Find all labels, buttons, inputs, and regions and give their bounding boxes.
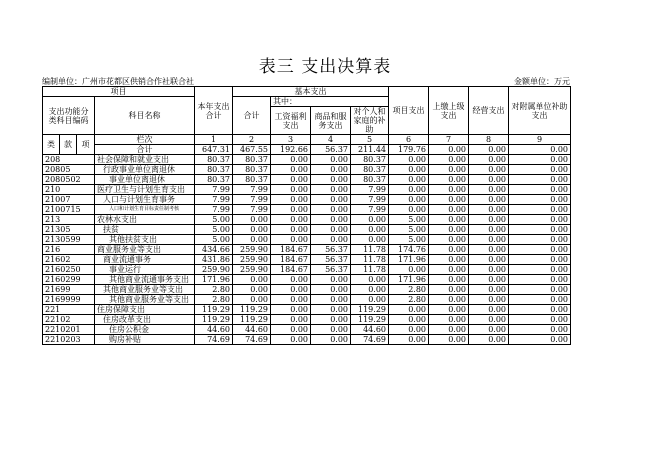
row-value: 0.00 (469, 265, 509, 275)
row-value: 0.00 (429, 325, 469, 335)
row-value: 0.00 (509, 225, 571, 235)
row-name: 住房改革支出 (95, 315, 195, 325)
row-value: 119.29 (351, 305, 389, 315)
row-value: 0.00 (429, 305, 469, 315)
row-name: 住房保障支出 (95, 305, 195, 315)
row-value: 259.90 (233, 255, 271, 265)
row-name: 行政事业单位离退休 (95, 165, 195, 175)
row-value: 0.00 (469, 315, 509, 325)
row-value: 80.37 (195, 175, 233, 185)
row-value: 431.86 (195, 255, 233, 265)
row-code: 20805 (43, 165, 95, 175)
total-value: 211.44 (351, 145, 389, 155)
row-value: 7.99 (233, 195, 271, 205)
row-value: 259.90 (195, 265, 233, 275)
col-num: 8 (469, 135, 509, 145)
row-value: 0.00 (311, 275, 351, 285)
row-value: 0.00 (311, 335, 351, 345)
row-value: 184.67 (271, 265, 311, 275)
table-row (43, 195, 571, 205)
row-value: 0.00 (351, 295, 389, 305)
header-goods: 商品和服务支出 (311, 107, 351, 135)
row-value: 0.00 (271, 175, 311, 185)
row-code: 208 (43, 155, 95, 165)
row-value: 80.37 (195, 165, 233, 175)
row-value: 0.00 (311, 175, 351, 185)
row-value: 0.00 (469, 185, 509, 195)
row-value: 0.00 (509, 285, 571, 295)
row-value: 0.00 (389, 325, 429, 335)
row-value: 119.29 (195, 305, 233, 315)
row-name: 其他扶贫支出 (95, 235, 195, 245)
row-value: 0.00 (271, 215, 311, 225)
row-value: 0.00 (311, 285, 351, 295)
row-name: 住房公积金 (95, 325, 195, 335)
row-name: 商业服务业等支出 (95, 245, 195, 255)
header-basic: 基本支出 (233, 87, 389, 97)
row-value: 0.00 (271, 205, 311, 215)
row-value: 119.29 (195, 315, 233, 325)
row-value: 0.00 (509, 175, 571, 185)
row-code: 213 (43, 215, 95, 225)
row-value: 0.00 (311, 215, 351, 225)
row-value: 0.00 (311, 205, 351, 215)
row-value: 11.78 (351, 255, 389, 265)
col-num: 4 (311, 135, 351, 145)
row-value: 80.37 (351, 155, 389, 165)
header-annual-total: 本年支出合计 (195, 87, 233, 135)
row-value: 0.00 (271, 155, 311, 165)
row-value: 184.67 (271, 255, 311, 265)
header-xiang: 项 (77, 135, 95, 155)
row-value: 5.00 (389, 215, 429, 225)
row-value: 0.00 (271, 235, 311, 245)
row-code: 21007 (43, 195, 95, 205)
row-value: 0.00 (469, 325, 509, 335)
header-affiliate: 对附属单位补助支出 (509, 87, 571, 135)
row-value: 0.00 (469, 295, 509, 305)
row-name: 事业单位离退休 (95, 175, 195, 185)
row-value: 0.00 (389, 175, 429, 185)
table-row (43, 315, 571, 325)
total-value: 467.55 (233, 145, 271, 155)
row-value: 0.00 (271, 325, 311, 335)
row-value: 44.60 (351, 325, 389, 335)
row-value: 80.37 (233, 165, 271, 175)
table-row (43, 225, 571, 235)
row-value: 74.69 (351, 335, 389, 345)
col-num: 2 (233, 135, 271, 145)
row-value: 7.99 (195, 205, 233, 215)
row-value: 0.00 (429, 285, 469, 295)
row-value: 0.00 (389, 205, 429, 215)
header-subject-name: 科目名称 (95, 97, 195, 135)
table-row (43, 205, 571, 215)
row-name: 农林水支出 (95, 215, 195, 225)
row-value: 171.96 (195, 275, 233, 285)
row-value: 0.00 (469, 195, 509, 205)
row-code: 21602 (43, 255, 95, 265)
row-code: 221 (43, 305, 95, 315)
row-value: 0.00 (469, 165, 509, 175)
row-value: 80.37 (233, 155, 271, 165)
row-value: 0.00 (311, 315, 351, 325)
row-value: 0.00 (311, 325, 351, 335)
row-value: 0.00 (311, 235, 351, 245)
row-value: 0.00 (351, 225, 389, 235)
row-value: 0.00 (469, 305, 509, 315)
row-value: 0.00 (351, 235, 389, 245)
row-value: 0.00 (311, 225, 351, 235)
header-func-code: 支出功能分类科目编码 (43, 97, 95, 135)
total-label: 合计 (95, 145, 195, 155)
row-value: 0.00 (351, 275, 389, 285)
col-num: 7 (429, 135, 469, 145)
row-value: 0.00 (509, 185, 571, 195)
row-name: 商业流通事务 (95, 255, 195, 265)
total-row (43, 145, 571, 155)
row-value: 0.00 (271, 305, 311, 315)
row-value: 80.37 (233, 175, 271, 185)
row-value: 0.00 (389, 335, 429, 345)
row-value: 0.00 (429, 235, 469, 245)
row-value: 44.60 (233, 325, 271, 335)
table-row (43, 185, 571, 195)
row-value: 0.00 (271, 335, 311, 345)
row-value: 0.00 (469, 275, 509, 285)
row-value: 0.00 (429, 195, 469, 205)
row-value: 0.00 (429, 335, 469, 345)
row-value: 5.00 (195, 215, 233, 225)
row-value: 0.00 (311, 305, 351, 315)
row-value: 7.99 (195, 195, 233, 205)
row-value: 0.00 (233, 235, 271, 245)
row-value: 0.00 (389, 305, 429, 315)
row-value: 7.99 (233, 185, 271, 195)
row-value: 7.99 (351, 195, 389, 205)
row-value: 259.90 (233, 265, 271, 275)
row-value: 11.78 (351, 245, 389, 255)
total-value: 0.00 (509, 145, 571, 155)
compiling-unit: 编制单位：广州市花都区供销合作社联合社 (42, 77, 194, 86)
row-value: 0.00 (469, 205, 509, 215)
row-value: 0.00 (389, 155, 429, 165)
row-value: 0.00 (233, 215, 271, 225)
table-row (43, 175, 571, 185)
row-value: 0.00 (509, 195, 571, 205)
row-value: 80.37 (351, 165, 389, 175)
row-value: 74.69 (233, 335, 271, 345)
row-value: 0.00 (429, 275, 469, 285)
row-value: 0.00 (271, 275, 311, 285)
table-row (43, 255, 571, 265)
row-value: 0.00 (429, 245, 469, 255)
col-num: 9 (509, 135, 571, 145)
row-value: 0.00 (271, 295, 311, 305)
expenditure-table (42, 86, 571, 345)
header-col-label: 栏次 (95, 135, 195, 145)
header-basic-total: 合计 (233, 97, 271, 135)
row-value: 5.00 (195, 235, 233, 245)
table-row (43, 235, 571, 245)
row-value: 0.00 (271, 185, 311, 195)
row-value: 0.00 (233, 225, 271, 235)
total-value: 56.37 (311, 145, 351, 155)
row-value: 0.00 (311, 295, 351, 305)
row-value: 174.76 (389, 245, 429, 255)
row-value: 5.00 (389, 225, 429, 235)
table-row (43, 275, 571, 285)
row-value: 80.37 (351, 175, 389, 185)
total-value: 647.31 (195, 145, 233, 155)
row-value: 0.00 (233, 275, 271, 285)
row-name: 医疗卫生与计划生育支出 (95, 185, 195, 195)
row-value: 0.00 (429, 185, 469, 195)
row-value: 0.00 (271, 315, 311, 325)
row-value: 0.00 (311, 165, 351, 175)
row-value: 0.00 (311, 185, 351, 195)
header-wages: 工资福利支出 (271, 107, 311, 135)
row-value: 56.37 (311, 265, 351, 275)
row-value: 74.69 (195, 335, 233, 345)
row-name: 社会保障和就业支出 (95, 155, 195, 165)
row-value: 0.00 (509, 215, 571, 225)
row-name: 其他商业流通事务支出 (95, 275, 195, 285)
row-value: 0.00 (429, 155, 469, 165)
row-value: 2.80 (195, 295, 233, 305)
row-value: 0.00 (509, 315, 571, 325)
row-value: 0.00 (429, 315, 469, 325)
row-code: 2210203 (43, 335, 95, 345)
page-title: 表三 支出决算表 (258, 57, 392, 77)
row-value: 0.00 (469, 245, 509, 255)
row-value: 56.37 (311, 255, 351, 265)
row-value: 5.00 (195, 225, 233, 235)
header-of-which: 其中： (271, 97, 389, 107)
row-value: 0.00 (429, 215, 469, 225)
row-value: 0.00 (233, 285, 271, 295)
row-value: 0.00 (271, 285, 311, 295)
row-code: 22102 (43, 315, 95, 325)
row-name: 其他商业服务业等支出 (95, 285, 195, 295)
table-row (43, 305, 571, 315)
row-value: 0.00 (351, 215, 389, 225)
row-value: 0.00 (429, 295, 469, 305)
header-upper: 上缴上级支出 (429, 87, 469, 135)
row-name: 购房补贴 (95, 335, 195, 345)
row-value: 56.37 (311, 245, 351, 255)
row-value: 0.00 (509, 295, 571, 305)
row-value: 0.00 (429, 205, 469, 215)
header-lei: 类 (43, 135, 60, 155)
row-value: 0.00 (509, 275, 571, 285)
row-value: 0.00 (429, 225, 469, 235)
total-value: 0.00 (429, 145, 469, 155)
row-value: 434.66 (195, 245, 233, 255)
header-kuan: 款 (60, 135, 77, 155)
row-name: 其他商业服务业等支出 (95, 295, 195, 305)
row-value: 2.80 (195, 285, 233, 295)
row-value: 7.99 (351, 205, 389, 215)
row-code: 210 (43, 185, 95, 195)
row-value: 2.80 (389, 295, 429, 305)
total-value: 179.76 (389, 145, 429, 155)
row-value: 0.00 (509, 325, 571, 335)
row-value: 119.29 (233, 305, 271, 315)
row-value: 44.60 (195, 325, 233, 335)
header-biz: 经营支出 (469, 87, 509, 135)
row-code: 2169999 (43, 295, 95, 305)
row-value: 0.00 (233, 295, 271, 305)
row-value: 0.00 (469, 225, 509, 235)
row-value: 80.37 (195, 155, 233, 165)
amount-unit: 金额单位：万元 (514, 77, 570, 86)
row-code: 21305 (43, 225, 95, 235)
row-code: 21699 (43, 285, 95, 295)
row-value: 0.00 (469, 255, 509, 265)
row-code: 216 (43, 245, 95, 255)
row-name: 扶贫 (95, 225, 195, 235)
row-value: 0.00 (271, 165, 311, 175)
row-value: 0.00 (509, 165, 571, 175)
total-value: 192.66 (271, 145, 311, 155)
col-num: 5 (351, 135, 389, 145)
row-value: 0.00 (509, 155, 571, 165)
row-value: 2.80 (389, 285, 429, 295)
table-row (43, 325, 571, 335)
row-value: 0.00 (429, 175, 469, 185)
row-name: 人口与计划生育事务 (95, 195, 195, 205)
table-row (43, 215, 571, 225)
table-row (43, 155, 571, 165)
row-name: 事业运行 (95, 265, 195, 275)
row-value: 0.00 (509, 255, 571, 265)
row-value: 171.96 (389, 255, 429, 265)
col-num: 1 (195, 135, 233, 145)
row-code: 2210201 (43, 325, 95, 335)
header-subsidy: 对个人和家庭的补助 (351, 107, 389, 135)
row-value: 7.99 (351, 185, 389, 195)
row-value: 0.00 (469, 155, 509, 165)
row-value: 0.00 (389, 265, 429, 275)
row-code: 2160299 (43, 275, 95, 285)
row-value: 0.00 (469, 215, 509, 225)
header-item-group: 项目 (43, 87, 195, 97)
table-row (43, 245, 571, 255)
row-value: 0.00 (429, 165, 469, 175)
row-value: 7.99 (195, 185, 233, 195)
row-code: 2160250 (43, 265, 95, 275)
row-value: 0.00 (509, 265, 571, 275)
row-value: 11.78 (351, 265, 389, 275)
row-value: 0.00 (429, 265, 469, 275)
row-value: 0.00 (389, 185, 429, 195)
row-value: 0.00 (351, 285, 389, 295)
row-value: 0.00 (469, 335, 509, 345)
table-row (43, 335, 571, 345)
row-value: 0.00 (469, 285, 509, 295)
row-value: 184.67 (271, 245, 311, 255)
row-value: 5.00 (389, 235, 429, 245)
row-value: 7.99 (233, 205, 271, 215)
row-value: 0.00 (389, 165, 429, 175)
row-value: 0.00 (311, 155, 351, 165)
row-value: 0.00 (509, 235, 571, 245)
row-code: 2100715 (43, 205, 95, 215)
header-project: 项目支出 (389, 87, 429, 135)
row-value: 119.29 (233, 315, 271, 325)
table-row (43, 285, 571, 295)
row-value: 0.00 (509, 335, 571, 345)
row-value: 119.29 (351, 315, 389, 325)
row-value: 0.00 (469, 235, 509, 245)
row-name: 人口和计划生育目标责任制考核 (95, 205, 195, 215)
row-value: 0.00 (429, 255, 469, 265)
col-num: 3 (271, 135, 311, 145)
row-value: 0.00 (469, 175, 509, 185)
row-value: 0.00 (509, 205, 571, 215)
row-value: 171.96 (389, 275, 429, 285)
table-row (43, 295, 571, 305)
row-value: 0.00 (271, 225, 311, 235)
row-value: 0.00 (509, 305, 571, 315)
table-row (43, 165, 571, 175)
row-value: 259.90 (233, 245, 271, 255)
row-code: 2130599 (43, 235, 95, 245)
row-value: 0.00 (311, 195, 351, 205)
row-code: 2080502 (43, 175, 95, 185)
row-value: 0.00 (389, 195, 429, 205)
total-value: 0.00 (469, 145, 509, 155)
row-value: 0.00 (509, 245, 571, 255)
row-value: 0.00 (389, 315, 429, 325)
row-value: 0.00 (271, 195, 311, 205)
table-row (43, 265, 571, 275)
col-num: 6 (389, 135, 429, 145)
